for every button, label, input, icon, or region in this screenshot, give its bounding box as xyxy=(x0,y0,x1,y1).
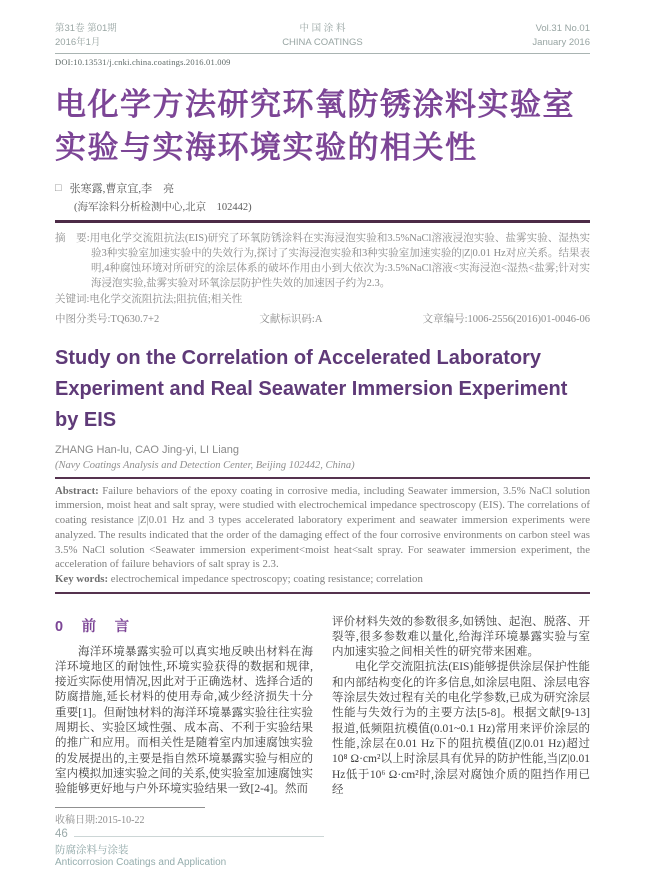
clc-value: TQ630.7+2 xyxy=(110,314,160,325)
header-volume-cn xyxy=(55,22,232,50)
body-columns xyxy=(55,615,590,826)
document-code-value: A xyxy=(314,314,323,325)
header-volume-en-line2: January 2016 xyxy=(532,37,590,48)
article-title-en: Study on the Correlation of Accelerated Laboratory Experiment and Real Seawater Immersion Experiment by EIS xyxy=(55,347,568,431)
clc-number xyxy=(55,311,159,326)
footer-divider xyxy=(74,836,324,837)
article-title-cn: 电化学方法研究环氧防锈涂料实验室实验与实海环境实验的相关性 xyxy=(55,87,575,165)
affiliation-en: (Navy Coatings Analysis and Detection Center, Beijing 102442, China) xyxy=(55,460,355,471)
article-number-value: 1006-2556(2016)01-0046-06 xyxy=(467,314,590,325)
intro-paragraph-right-2: 电化学交流阻抗法(EIS)能够提供涂层保护性能和内部结构变化的许多信息,如涂层电阻、涂层电容等涂层失效过程有关的电化学参数,已成为研究涂层性能与失效行为的主要方法[5-8]。根据文献[9-13]报道,低频阻抗模值(0.01~0.1 Hz)常用来评价涂层的性能,涂层在0.01 Hz下的阻抗模值(|Z|0.01 Hz)超过10⁸ Ω·cm²以上时涂层具有优异的防护性能,当|Z|0.01 Hz低于10⁶ Ω·cm²时,涂层对腐蚀介质的阻挡作用已经 xyxy=(332,661,590,796)
classification-row xyxy=(55,311,590,326)
abstract-en-label: Abstract: xyxy=(55,484,99,497)
header-volume-en xyxy=(413,22,590,50)
article-number-label: 文章编号: xyxy=(422,314,468,325)
footnote-divider xyxy=(55,807,205,808)
header-volume-en-line1: Vol.31 No.01 xyxy=(535,23,590,34)
abstract-cn xyxy=(55,231,590,291)
received-date: 收稿日期:2015-10-22 xyxy=(55,814,145,826)
abstract-top-rule xyxy=(55,220,590,223)
header-volume-cn-line1: 第31卷 第01期 xyxy=(55,23,117,34)
keywords-en-label: Key words: xyxy=(55,573,109,586)
left-column xyxy=(55,615,313,826)
header-volume-cn-line2: 2016年1月 xyxy=(55,37,101,48)
authors-cn: 张寒露,曹京宜,李 亮 xyxy=(69,183,175,195)
affiliation-cn: (海军涂料分析检测中心,北京 102442) xyxy=(74,202,252,213)
abstract-cn-text: 用电化学交流阻抗法(EIS)研究了环氧防锈涂料在实海浸泡实验和3.5%NaCl溶液浸泡实验、盐雾实验、湿热实验3种实验室加速实验中的失效行为,探讨了实海浸泡实验和3种实验室加速实验的|Z|0.01 Hz对应关系。结果表明,4种腐蚀环境对所研究的涂层体系的破坏作用由小到大依次为:3.5%NaCl溶液<实海浸泡<湿热<盐雾;针对实海浸泡实验,盐雾实验对环氧涂层防护性失效的加速因子约为2.3。 xyxy=(89,233,590,289)
keywords-en-text: electrochemical impedance spectroscopy; coating resistance; correlation xyxy=(108,573,423,586)
keywords-cn xyxy=(55,292,590,307)
right-column xyxy=(332,615,590,826)
abstract-en-bottom-rule xyxy=(55,592,590,594)
keywords-cn-label: 关键词: xyxy=(55,294,90,305)
author-marker-icon: □ xyxy=(55,182,62,194)
header-journal-name-cn: 中 国 涂 料 xyxy=(299,23,346,34)
intro-paragraph-left: 海洋环境暴露实验可以真实地反映出材料在海洋环境地区的耐蚀性,环境实验获得的数据和规律,接近实际使用情况,因此对于正确选材、选择合适的防腐措施,延长材料的使用寿命,减少经济损失十分重要[1]。但耐蚀材料的海洋环境暴露实验往往实验周期长、实验区域性强、成本高、不利于实验结果的推广和应用。而相关性是随着室内加速腐蚀实验的发展提出的,主要是指自然环境暴露实验与相应的室内模拟加速实验之间的关系,使实验室加速腐蚀实验能够更好地与户外环境实验结果一致[2-4]。然而 xyxy=(55,645,313,796)
article-number xyxy=(423,311,590,326)
document-code-label: 文献标识码: xyxy=(259,314,315,325)
abstract-en-text: Failure behaviors of the epoxy coating in corrosive media, including Seawater immersion, 3.5% NaCl solution immersion, moist heat and salt spray, were studied with electrochemical impedance spectroscopy (EIS). The correlations of coating resistance |Z|0.01 Hz and 3 types accelerated laboratory experiment and seawater immersion experiments were analyzed. The results indicated that the order of the damaging effect of the four corrosive environments on carbon steel was 3.5% NaCl solution <Seawater immersion experiment<moist heat<salt spray. For seawater immersion experiment, the acceleration of failure behaviors of salt spray is 2.3. xyxy=(55,484,590,571)
keywords-cn-text: 电化学交流阻抗法;阻抗值;相关性 xyxy=(89,294,243,305)
section-heading-intro: 0 前 言 xyxy=(55,618,132,635)
header-journal-name xyxy=(234,22,411,50)
keywords-en xyxy=(55,572,590,587)
footer-journal-en: Anticorrosion Coatings and Application xyxy=(55,857,227,868)
header-divider xyxy=(55,53,590,54)
page-number-row xyxy=(55,828,590,840)
clc-label: 中图分类号: xyxy=(55,314,111,325)
authors-cn-row xyxy=(55,180,590,196)
abstract-en xyxy=(55,484,590,573)
page-number: 46 xyxy=(55,828,68,840)
page-footer xyxy=(55,828,590,868)
document-code xyxy=(259,311,322,326)
footer-journal-cn: 防腐涂料与涂装 xyxy=(55,844,129,856)
header-journal-name-en: CHINA COATINGS xyxy=(282,37,363,48)
abstract-en-top-rule xyxy=(55,477,590,479)
authors-en: ZHANG Han-lu, CAO Jing-yi, LI Liang xyxy=(55,444,240,456)
doi-line: DOI:10.13531/j.cnki.china.coatings.2016.01.009 xyxy=(55,57,231,67)
intro-paragraph-right-1: 评价材料失效的参数很多,如锈蚀、起泡、脱落、开裂等,很多参数难以量化,给海洋环境暴露实验与室内加速实验之间相关性的研究带来困难。 xyxy=(332,615,590,659)
journal-header xyxy=(55,22,590,50)
abstract-cn-label: 摘 要: xyxy=(55,233,90,244)
